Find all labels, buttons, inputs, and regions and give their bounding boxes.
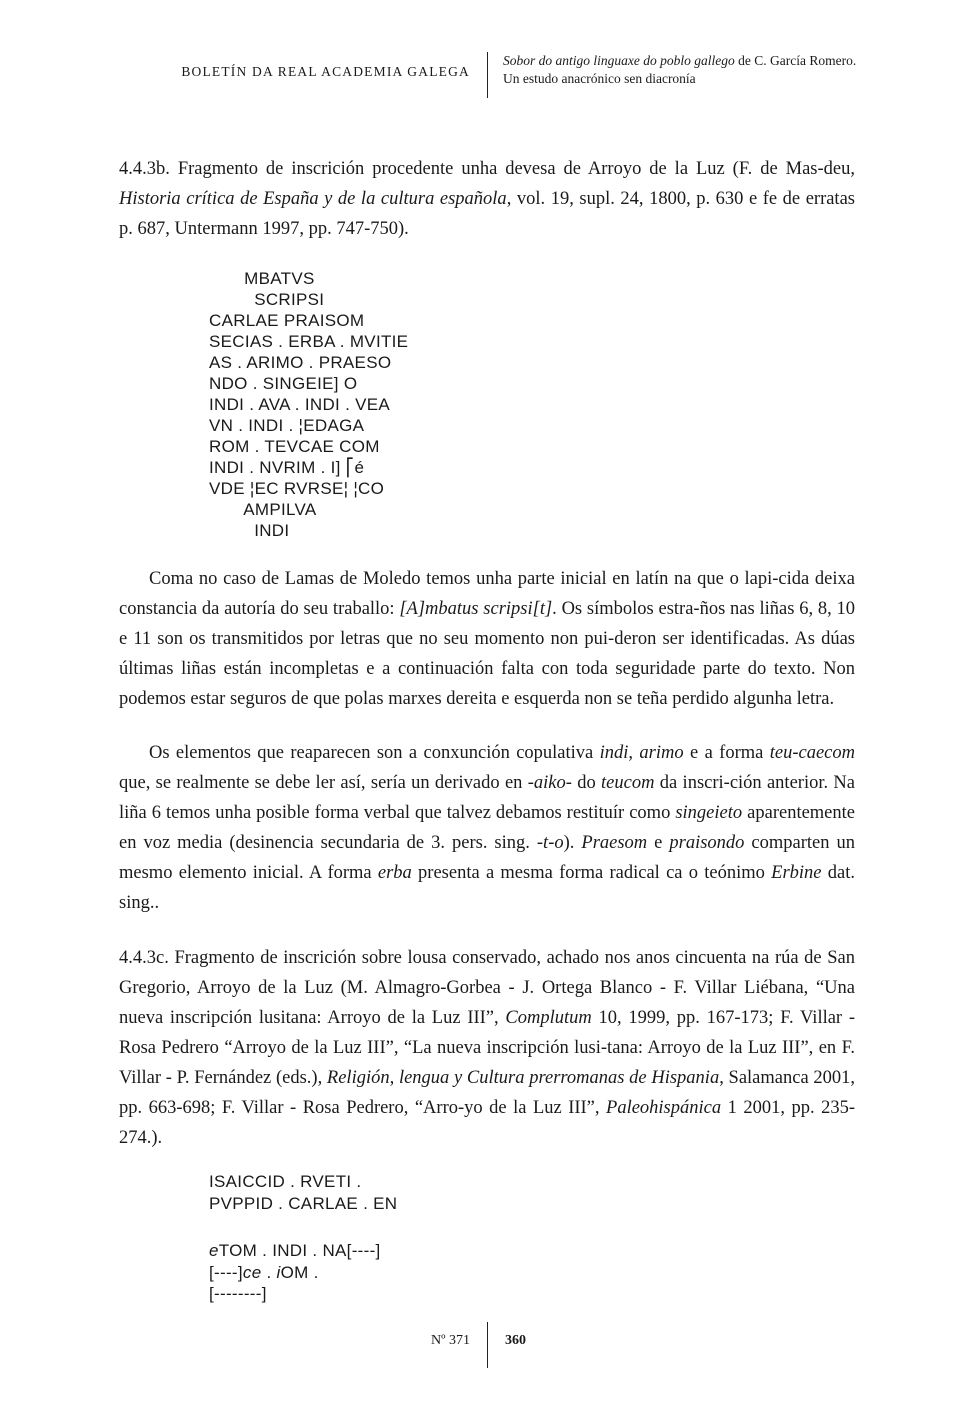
inscription-b-line: INDI . AVA . INDI . VEA xyxy=(209,395,391,414)
inscription-c-line: PVPPID . CARLAE . EN xyxy=(209,1193,398,1213)
page-number: 360 xyxy=(505,1333,526,1348)
inscription-b xyxy=(209,268,408,541)
inscription-b-line: CARLAE PRAISOM xyxy=(209,311,365,330)
journal-name: BOLETÍN DA REAL ACADEMIA GALEGA xyxy=(181,64,470,79)
inscription-b-line: VN . INDI . ¦EDAGA xyxy=(209,416,365,435)
article-subtitle: Un estudo anacrónico sen diacronía xyxy=(503,71,696,86)
footer-divider xyxy=(487,1322,488,1368)
inscription-b-line: SECIAS . ERBA . MVITIE xyxy=(209,332,409,351)
inscription-c-line: eTOM . INDI . NA[----] xyxy=(209,1241,381,1260)
inscription-b-line: AMPILVA xyxy=(209,500,317,519)
inscription-c-line: [--------] xyxy=(209,1284,267,1303)
inscription-c xyxy=(209,1171,397,1305)
commentary-paragraph-2: Os elementos que reaparecen son a conxunción copulativa indi, arimo e a forma teu-caecom que, se realmente se debe ler así, sería un derivado en -aiko- do teucom da inscri-ción anterior. Na liña 6 temos unha posible forma verbal que talvez debamos restituír como singeieto aparentemente en voz media (desinencia secundaria de 3. pers. sing. -t-o). Praesom e praisondo comparten un mesmo elemento inicial. A forma erba presenta a mesma forma radical ca o teónimo Erbine dat. sing.. xyxy=(119,743,855,913)
article-title xyxy=(503,52,856,88)
header-divider xyxy=(487,52,488,98)
inscription-c-line: [----]ce . iOM . xyxy=(209,1262,319,1282)
inscription-b-line: ROM . TEVCAE COM xyxy=(209,437,380,456)
article-title-rest: de C. García Romero. xyxy=(734,53,857,68)
inscription-b-line: SCRIPSI xyxy=(209,290,325,309)
section-4-4-3b-heading: 4.4.3b. Fragmento de inscrición procedente unha devesa de Arroyo de la Luz (F. de Mas-deu, Historia crítica de España y de la cultura española, vol. 19, supl. 24, 1800, p. 630 e fe de erratas p. 687, Untermann 1997, pp. 747-750). xyxy=(119,159,855,239)
inscription-b-line: AS . ARIMO . PRAESO xyxy=(209,353,392,372)
article-title-italic: Sobor do antigo linguaxe do poblo gallego xyxy=(503,53,735,68)
section-4-4-3c-heading: 4.4.3c. Fragmento de inscrición sobre lousa conservado, achado nos anos cincuenta na rúa de San Gregorio, Arroyo de la Luz (M. Almagro-Gorbea - J. Ortega Blanco - F. Villar Liébana, “Una nueva inscripción lusitana: Arroyo de la Luz III”, Complutum 10, 1999, pp. 167-173; F. Villar - Rosa Pedrero “Arroyo de la Luz III”, “La nueva inscripción lusi-tana: Arroyo de la Luz III”, en F. Villar - P. Fernández (eds.), Religión, lengua y Cultura prerromanas de Hispania, Salamanca 2001, pp. 663-698; F. Villar - Rosa Pedrero, “Arro-yo de la Luz III”, Paleohispánica 1 2001, pp. 235-274.). xyxy=(119,948,856,1148)
inscription-b-line: INDI . NVRIM . I] ⎡é xyxy=(209,458,365,477)
inscription-b-line: INDI xyxy=(209,521,290,540)
inscription-b-line: NDO . SINGEIE] O xyxy=(209,374,358,393)
inscription-b-line: VDE ¦EC RVRSE¦ ¦CO xyxy=(209,479,385,498)
inscription-b-line: MBATVS xyxy=(209,269,315,288)
inscription-c-line: ISAICCID . RVETI . xyxy=(209,1172,362,1191)
issue-number: Nº 371 xyxy=(431,1333,470,1348)
commentary-paragraph-1: Coma no caso de Lamas de Moledo temos unha parte inicial en latín na que o lapi-cida deixa constancia da autoría do seu traballo: [A]mbatus scripsi[t]. Os símbolos estra-ños nas liñas 6, 8, 10 e 11 son os transmitidos por letras que no seu momento non pui-deron ser identificadas. As dúas últimas liñas están incompletas e a continuación falta con toda seguridade parte do texto. Non podemos estar seguros de que polas marxes dereita e esquerda non se teña perdido algunha letra. xyxy=(119,569,856,709)
